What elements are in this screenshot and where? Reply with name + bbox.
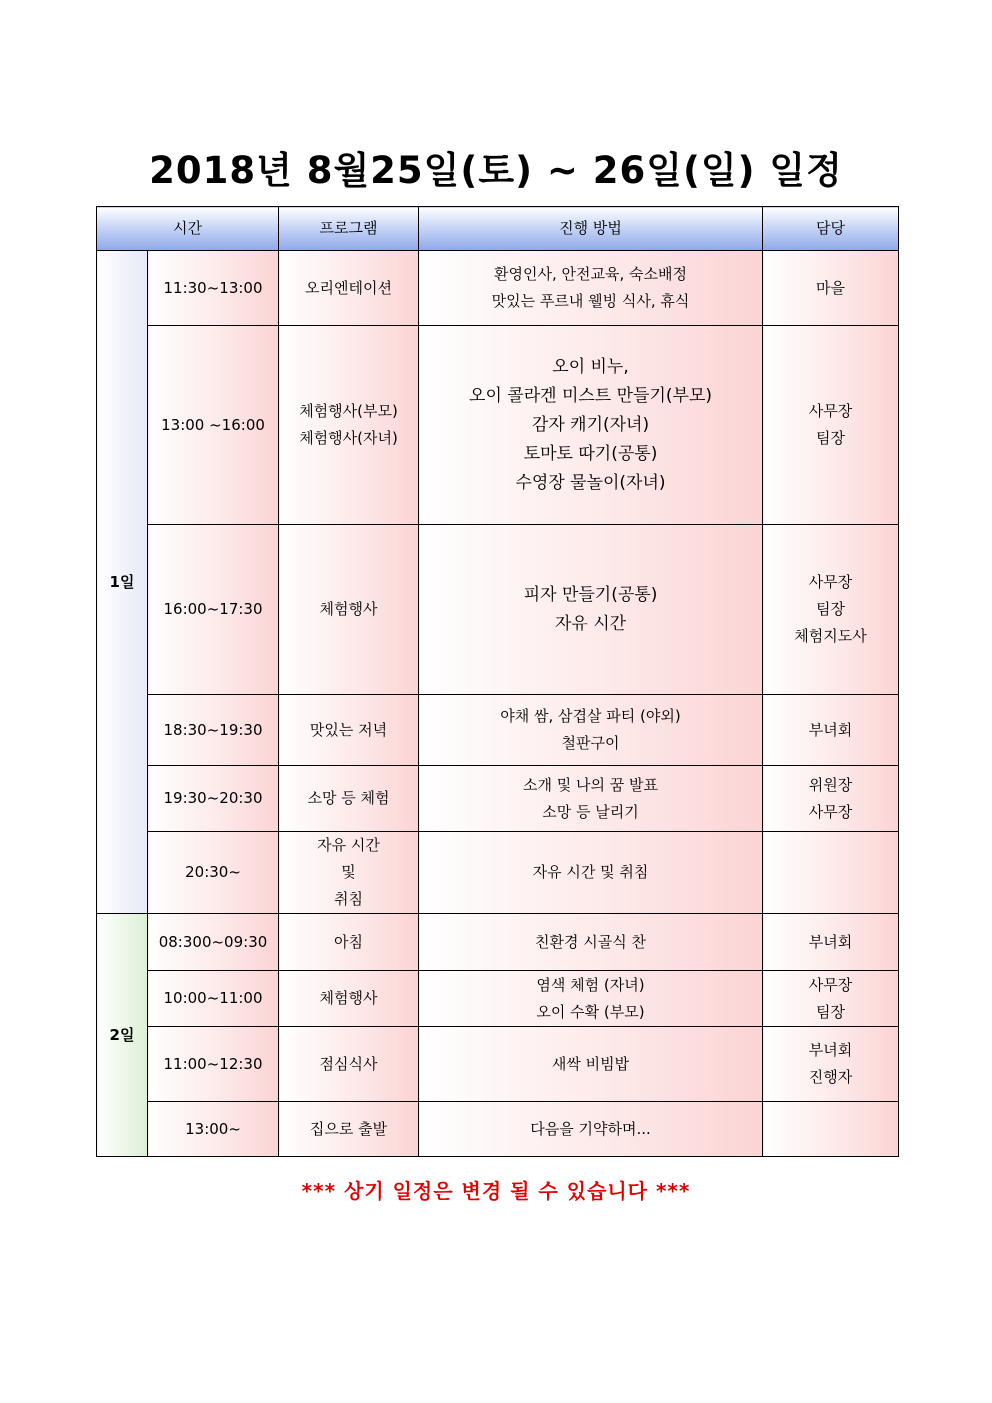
method-cell xyxy=(419,1027,763,1102)
time-cell-line: 16:00~17:30 xyxy=(163,600,263,618)
method-cell-line: 소개 및 나의 꿈 발표 xyxy=(523,775,659,794)
method-cell xyxy=(419,251,763,326)
time-cell xyxy=(148,251,279,326)
time-cell xyxy=(148,832,279,914)
time-cell xyxy=(148,766,279,832)
staff-cell xyxy=(763,832,899,914)
page-title: 2018년 8월25일(토) ~ 26일(일) 일정 xyxy=(149,149,843,192)
method-cell-line: 소망 등 날리기 xyxy=(542,802,639,821)
method-cell-line: 철판구이 xyxy=(561,734,620,752)
method-cell-line: 수영장 물놀이(자녀) xyxy=(515,472,666,493)
staff-cell xyxy=(763,251,899,326)
staff-cell-line: 사무장 xyxy=(808,802,853,821)
method-cell xyxy=(419,1102,763,1157)
staff-cell-line: 부녀회 xyxy=(808,1041,853,1059)
table-row xyxy=(97,695,899,766)
staff-cell-line: 부녀회 xyxy=(808,932,853,951)
program-cell-line: 집으로 출발 xyxy=(309,1119,388,1138)
schedule-table xyxy=(96,206,899,1157)
program-cell-line: 및 xyxy=(341,863,356,881)
program-cell xyxy=(279,914,419,971)
change-notice: *** 상기 일정은 변경 될 수 있습니다 *** xyxy=(301,1179,691,1203)
staff-cell xyxy=(763,766,899,832)
program-cell xyxy=(279,326,419,525)
time-cell xyxy=(148,1027,279,1102)
program-cell-line: 체험행사 xyxy=(319,600,378,618)
time-cell-line: 10:00~11:00 xyxy=(163,989,263,1007)
time-cell-line: 08:300~09:30 xyxy=(158,932,268,951)
method-cell xyxy=(419,832,763,914)
method-cell-line: 친환경 시골식 찬 xyxy=(535,932,646,951)
staff-cell-line: 팀장 xyxy=(816,429,845,447)
time-cell-line: 18:30~19:30 xyxy=(163,720,263,739)
table-row xyxy=(97,832,899,914)
program-cell xyxy=(279,525,419,695)
table-row xyxy=(97,525,899,695)
method-cell-line: 피자 만들기(공통) xyxy=(523,584,658,605)
table-row xyxy=(97,1027,899,1102)
staff-cell-line: 위원장 xyxy=(808,775,853,794)
header-staff: 담당 xyxy=(763,207,899,251)
time-cell-line: 11:30~13:00 xyxy=(163,278,263,297)
program-cell-line: 자유 시간 xyxy=(317,836,380,854)
staff-cell-line: 부녀회 xyxy=(808,720,853,739)
method-cell-line: 염색 체험 (자녀) xyxy=(536,975,645,994)
header-method: 진행 방법 xyxy=(419,207,763,251)
method-cell-line: 자유 시간 xyxy=(554,613,627,634)
method-cell-line: 오이 콜라겐 미스트 만들기(부모) xyxy=(469,385,712,406)
table-row xyxy=(97,766,899,832)
method-cell xyxy=(419,971,763,1027)
header-row xyxy=(97,207,899,251)
method-cell-line: 다음을 기약하며... xyxy=(530,1119,651,1138)
time-cell xyxy=(148,326,279,525)
method-cell-line: 새싹 비빔밥 xyxy=(551,1054,630,1073)
time-cell xyxy=(148,695,279,766)
header-time: 시간 xyxy=(97,207,279,251)
method-cell-line: 야채 쌈, 삼겹살 파티 (야외) xyxy=(500,707,681,725)
method-cell-line: 환영인사, 안전교육, 숙소배정 xyxy=(494,265,687,283)
staff-cell xyxy=(763,1027,899,1102)
program-cell xyxy=(279,1027,419,1102)
table-row xyxy=(97,326,899,525)
program-cell-line: 체험행사 xyxy=(319,989,378,1007)
time-cell xyxy=(148,1102,279,1157)
method-cell-line: 자유 시간 및 취침 xyxy=(532,863,649,881)
table-row xyxy=(97,971,899,1027)
staff-cell-line: 진행자 xyxy=(808,1068,853,1086)
staff-cell-line: 마을 xyxy=(816,278,845,297)
program-cell-line: 점심식사 xyxy=(319,1054,378,1073)
method-cell-line: 오이 비누, xyxy=(552,356,629,377)
time-cell xyxy=(148,914,279,971)
time-cell xyxy=(148,525,279,695)
method-cell-line: 오이 수확 (부모) xyxy=(536,1002,645,1021)
method-cell xyxy=(419,766,763,832)
time-cell-line: 19:30~20:30 xyxy=(163,789,263,807)
staff-cell xyxy=(763,971,899,1027)
program-cell-line: 오리엔테이션 xyxy=(305,278,392,297)
time-cell-line: 13:00 ~16:00 xyxy=(161,415,265,434)
program-cell xyxy=(279,251,419,326)
table-row xyxy=(97,251,899,326)
method-cell xyxy=(419,695,763,766)
table-row xyxy=(97,914,899,971)
time-cell xyxy=(148,971,279,1027)
day1-label: 1일 xyxy=(97,251,148,914)
program-cell-line: 취침 xyxy=(334,890,363,908)
time-cell-line: 11:00~12:30 xyxy=(163,1054,263,1073)
program-cell xyxy=(279,766,419,832)
staff-cell-line: 사무장 xyxy=(808,975,853,994)
program-cell-line: 소망 등 체험 xyxy=(307,789,390,807)
method-cell-line: 맛있는 푸르내 웰빙 식사, 휴식 xyxy=(491,292,690,310)
staff-cell-line: 체험지도사 xyxy=(794,627,867,645)
staff-cell-line: 팀장 xyxy=(816,600,845,618)
staff-cell-line: 사무장 xyxy=(808,573,853,591)
staff-cell-line: 팀장 xyxy=(816,1002,845,1021)
program-cell-line: 맛있는 저녁 xyxy=(309,720,388,739)
header-program: 프로그램 xyxy=(279,207,419,251)
program-cell-line: 체험행사(부모) xyxy=(299,402,398,420)
day2-label: 2일 xyxy=(97,914,148,1157)
staff-cell xyxy=(763,1102,899,1157)
method-cell-line: 토마토 따기(공통) xyxy=(523,443,658,464)
staff-cell xyxy=(763,695,899,766)
method-cell-line: 감자 캐기(자녀) xyxy=(531,414,650,435)
staff-cell xyxy=(763,914,899,971)
staff-cell xyxy=(763,326,899,525)
program-cell xyxy=(279,971,419,1027)
program-cell xyxy=(279,695,419,766)
staff-cell-line: 사무장 xyxy=(808,402,853,420)
method-cell xyxy=(419,326,763,525)
program-cell xyxy=(279,832,419,914)
time-cell-line: 20:30~ xyxy=(185,863,241,881)
time-cell-line: 13:00~ xyxy=(185,1119,241,1138)
method-cell xyxy=(419,914,763,971)
program-cell xyxy=(279,1102,419,1157)
method-cell xyxy=(419,525,763,695)
program-cell-line: 아침 xyxy=(334,932,363,951)
staff-cell xyxy=(763,525,899,695)
table-row xyxy=(97,1102,899,1157)
program-cell-line: 체험행사(자녀) xyxy=(299,429,398,447)
